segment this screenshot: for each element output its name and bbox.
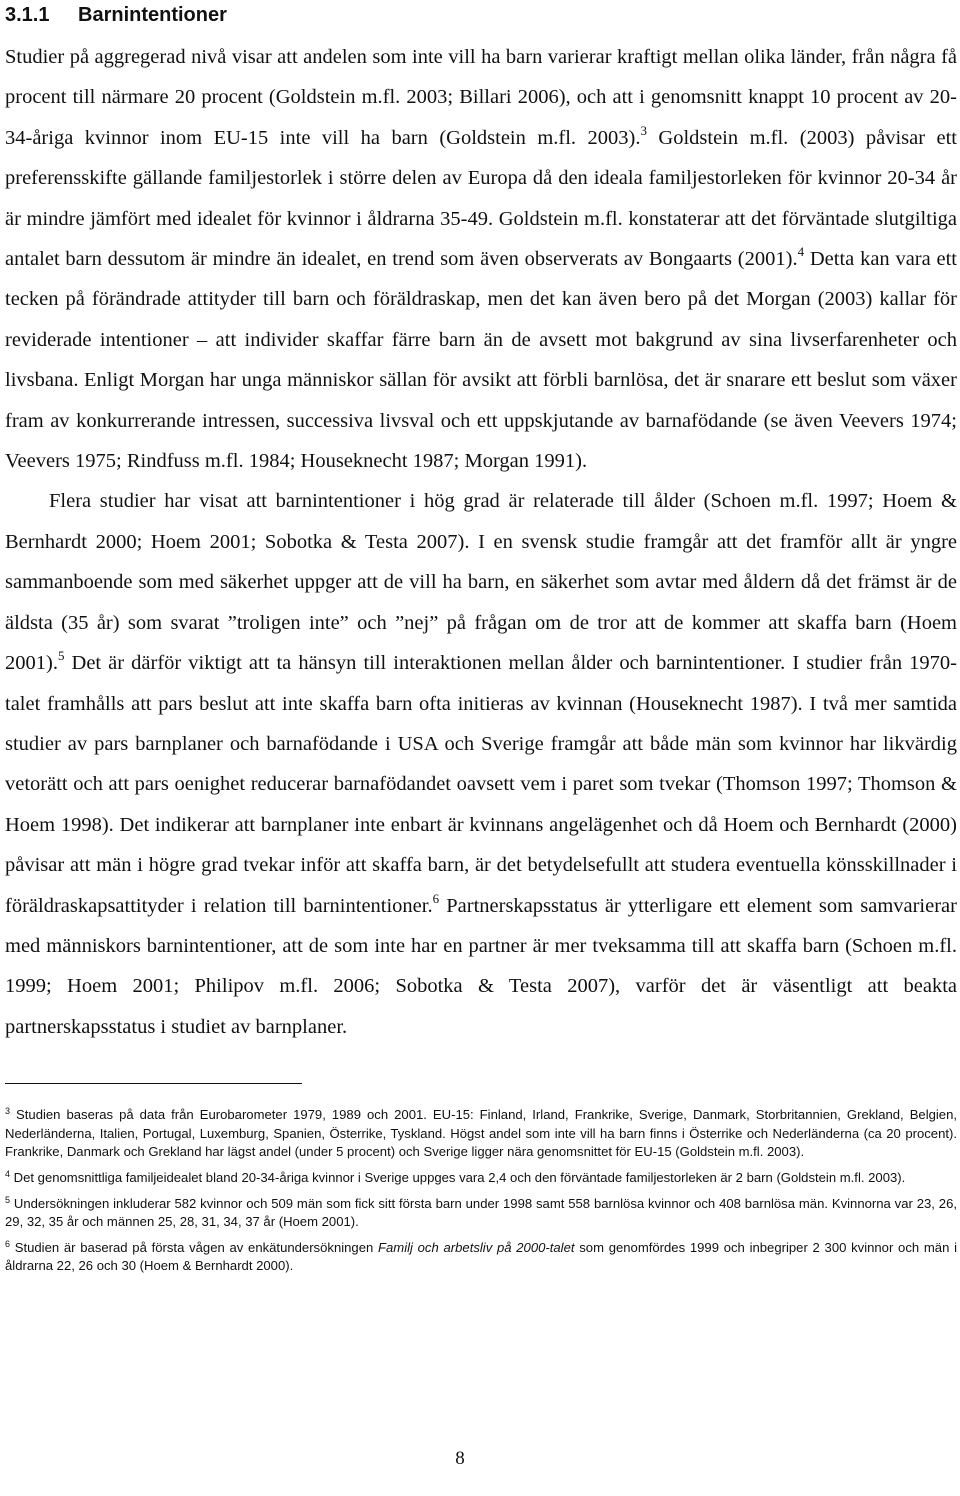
body-paragraph-1 xyxy=(5,37,957,481)
footnote-ref-6[interactable]: 6 xyxy=(432,890,440,906)
body-paragraph-2 xyxy=(5,481,957,1047)
footnote-text: Undersökningen inkluderar 582 kvinnor och 509 män som fick sitt första barn under 1998 samt 558 barnlösa kvinnor och 408 barnlösa män. Kvinnorna var 23, 26, 29, 32, 35 år och männen 25, 28, 31, 34, 37 år (Hoem 2001). xyxy=(5,1195,957,1230)
footnote-number: 3 xyxy=(5,1106,11,1117)
footnote-number: 4 xyxy=(5,1168,11,1179)
survey-title: Familj och arbetsliv på 2000-talet xyxy=(378,1239,575,1255)
footnote-number: 5 xyxy=(5,1194,11,1205)
footnote-ref-4[interactable]: 4 xyxy=(797,244,805,260)
footnote-3 xyxy=(5,1106,957,1162)
footnote-number: 6 xyxy=(5,1238,11,1249)
footnote-text: som genomfördes 1999 och inbegriper 2 300 kvinnor och män i åldrarna 22, 26 och 30 (Hoem & Bernhardt 2000). xyxy=(5,1239,958,1274)
footnote-text: Studien baseras på data från Eurobarometer 1979, 1989 och 2001. EU-15: Finland, Irland, Frankrike, Sverige, Danmark, Storbritannien, Grekland, Belgien, Nederländerna, Italien, Portugal, Luxemburg, Spanien, Österrike, Tyskland. Högst andel som inte vill ha barn finns i Österrike och Nederländerna (ca 20 procent). Frankrike, Danmark och Grekland har lägst andel (under 5 procent) och Sverige ligger nära genomsnittet för EU-15 (Goldstein m.fl. 2003). xyxy=(5,1107,958,1160)
footnote-5 xyxy=(5,1195,957,1232)
footnote-separator xyxy=(5,1083,302,1084)
page-number: 8 xyxy=(455,1448,465,1469)
footnote-ref-3[interactable]: 3 xyxy=(640,122,647,138)
document-page xyxy=(5,0,957,1283)
section-title: Barnintentioner xyxy=(78,4,227,26)
footnote-4 xyxy=(5,1169,957,1188)
paragraph-text: Detta kan vara ett tecken på förändrade attityder till barn och föräldraskap, men det kan även bero på det Morgan (2003) kallar för reviderade intentioner – att individer skaffar färre barn än de avsett mot bakgrund av sina livserfarenheter och livsbana. Enligt Morgan har unga människor sällan för avsikt att förbli barnlösa, det är snarare ett beslut som växer fram av konkurrerande intressen, successiva livsval och ett uppskjutande av barnafödande (se även Veevers 1974; Veevers 1975; Rindfuss m.fl. 1984; Houseknecht 1987; Morgan 1991). xyxy=(5,248,958,473)
section-heading xyxy=(5,0,957,37)
footnote-6 xyxy=(5,1239,957,1276)
footnote-text: Det genomsnittliga familjeidealet bland 20-34-åriga kvinnor i Sverige uppges vara 2,4 och den förväntade familjestorleken är 2 barn (Goldstein m.fl. 2003). xyxy=(13,1169,906,1185)
paragraph-text: Det är därför viktigt att ta hänsyn till interaktionen mellan ålder och barnintentioner. I studier från 1970-talet framhålls att pars beslut att inte skaffa barn ofta initieras av kvinnan (Houseknecht 1987). I två mer samtida studier av pars barnplaner och barnafödande i USA och Sverige framgår att både män som kvinnor har likvärdig vetorätt och att pars oenighet reducerar barnafödandet oavsett vem i paret som tvekar (Thomson 1997; Thomson & Hoem 1998). Det indikerar att barnplaner inte enbart är kvinnans angelägenhet och då Hoem och Bernhardt (2000) påvisar att män i högre grad tvekar inför att skaffa barn, är det betydelsefullt att studera eventuella könsskillnader i föräldraskapsattityder i relation till barnintentioner. xyxy=(5,652,957,917)
paragraph-text: Goldstein m.fl. (2003) påvisar ett preferensskifte gällande familjestorlek i större delen av Europa då den ideala familjestorleken för kvinnor 20-34 år är mindre jämfört med idealet för kvinnor i åldrarna 35-49. Goldstein m.fl. konstaterar att det förväntade slutgiltiga antalet barn dessutom är mindre än idealet, en trend som även observerats av Bongaarts (2001). xyxy=(5,126,957,271)
section-number: 3.1.1 xyxy=(5,4,50,26)
footnote-text: Studien är baserad på första vågen av enkätundersökningen xyxy=(14,1239,378,1255)
footnote-ref-5[interactable]: 5 xyxy=(57,648,65,664)
paragraph-text: Studier på aggregerad nivå visar att andelen som inte vill ha barn varierar kraftigt mellan olika länder, från några få procent till närmare 20 procent (Goldstein m.fl. 2003; Billari 2006), och att i genomsnitt knappt 10 procent av 20-34-åriga kvinnor inom EU-15 inte vill ha barn (Goldstein m.fl. 2003). xyxy=(5,46,957,149)
paragraph-text: Partnerskapsstatus är ytterligare ett element som samvarierar med människors barnintentioner, att de som inte har en partner är mer tveksamma till att skaffa barn (Schoen m.fl. 1999; Hoem 2001; Philipov m.fl. 2006; Sobotka & Testa 2007), varför det är väsentligt att beakta partnerskapsstatus i studiet av barnplaner. xyxy=(5,894,957,1038)
paragraph-text: Flera studier har visat att barnintentioner i hög grad är relaterade till ålder (Schoen m.fl. 1997; Hoem & Bernhardt 2000; Hoem 2001; Sobotka & Testa 2007). I en svensk studie framgår att det framför allt är yngre sammanboende som med säkerhet uppger att de vill ha barn, en säkerhet som avtar med åldern då det främst är de äldsta (35 år) som svarat ”troligen inte” och ”nej” på frågan om de tror att de kommer att skaffa barn (Hoem 2001). xyxy=(5,490,957,675)
